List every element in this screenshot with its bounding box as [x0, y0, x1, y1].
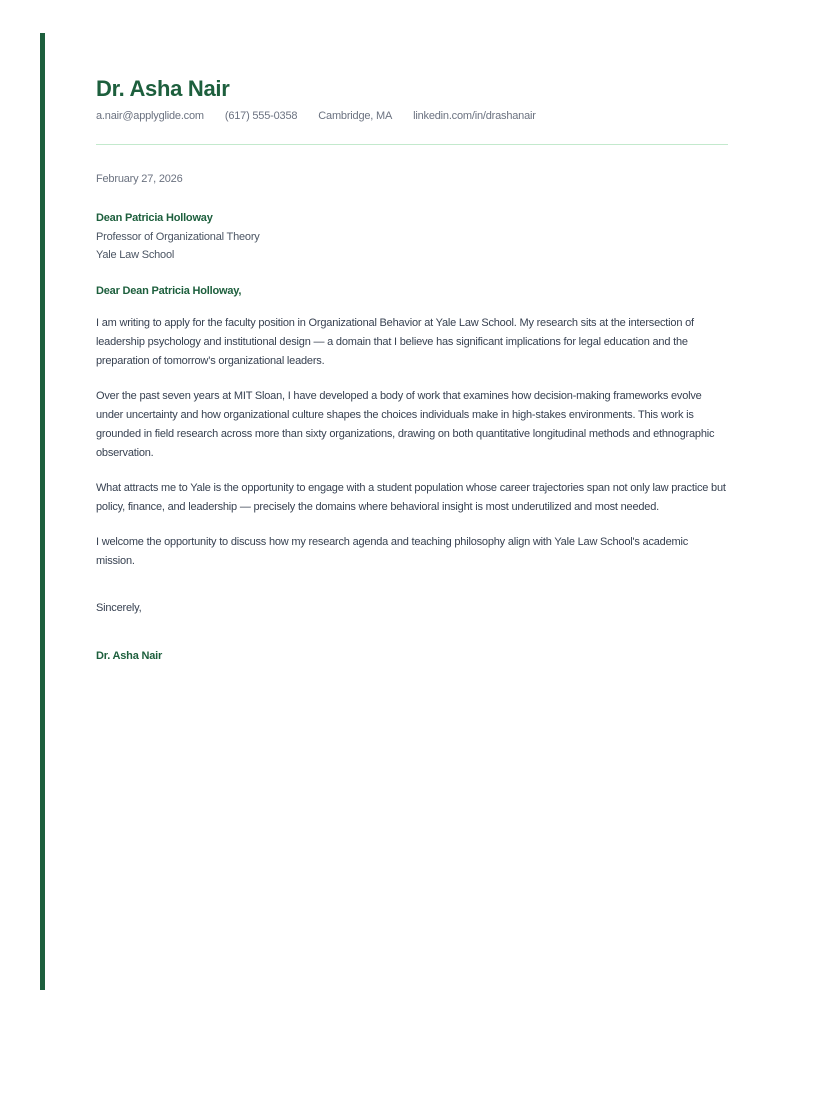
- contact-phone: (617) 555-0358: [224, 110, 298, 122]
- applicant-name: Dr. Asha Nair: [96, 76, 230, 101]
- recipient-organization: Yale Law School: [96, 249, 175, 261]
- body-paragraph-4: I welcome the opportunity to discuss how my research agenda and teaching philosophy align with Yale Law School's academic mission.: [96, 535, 689, 567]
- body-paragraph-3: What attracts me to Yale is the opportunity to engage with a student population whose career trajectories span not only law practice but policy, finance, and leadership — precisely the domains where behavioral insight is most underutilized and most needed.: [96, 481, 726, 513]
- contact-email: a.nair@applyglide.com: [96, 110, 204, 122]
- contact-location: Cambridge, MA: [318, 110, 393, 122]
- letter-header: [96, 78, 728, 123]
- body-paragraph-2: Over the past seven years at MIT Sloan, I have developed a body of work that examines how decision-making frameworks evolve under uncertainty and how organizational culture shapes the choices individuals make in high-stakes environments. This work is grounded in field research across more than sixty organizations, drawing on both quantitative longitudinal methods and ethnographic observation.: [96, 389, 715, 459]
- signature-name: Dr. Asha Nair: [96, 649, 163, 662]
- accent-bar: [40, 33, 45, 990]
- closing: Sincerely,: [96, 601, 142, 614]
- salutation: Dear Dean Patricia Holloway,: [96, 284, 242, 297]
- recipient-block: [96, 209, 728, 265]
- contact-linkedin: linkedin.com/in/drashanair: [413, 110, 536, 122]
- recipient-name: Dean Patricia Holloway: [96, 212, 213, 224]
- letter-date: February 27, 2026: [96, 173, 183, 185]
- body-paragraph-1: I am writing to apply for the faculty position in Organizational Behavior at Yale Law School. My research sits at the intersection of leadership psychology and institutional design — a domain that I believe has significant implications for legal education and the preparation of tomorrow’s organizational leaders.: [96, 316, 694, 367]
- contact-row: [96, 110, 728, 123]
- header-divider: [96, 144, 728, 145]
- recipient-title: Professor of Organizational Theory: [96, 230, 260, 243]
- letter-content: [96, 78, 728, 663]
